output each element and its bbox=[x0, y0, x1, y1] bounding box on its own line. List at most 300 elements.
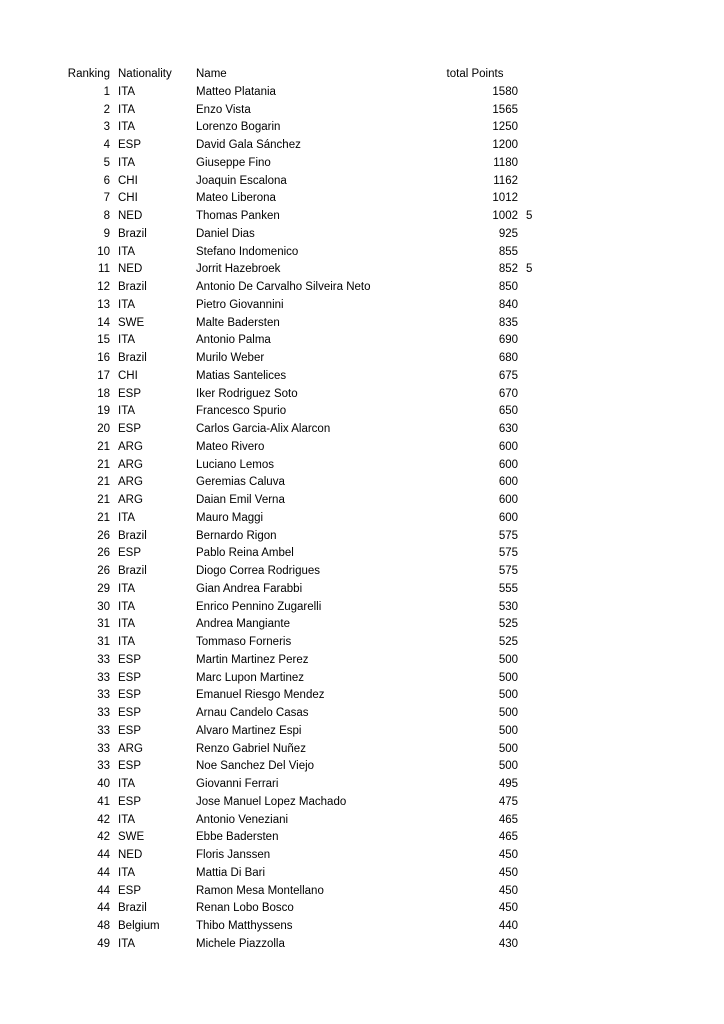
rank-cell: 14 bbox=[97, 316, 110, 329]
extra-cell bbox=[518, 315, 540, 333]
table-row bbox=[66, 936, 540, 954]
points-cell: 475 bbox=[498, 795, 518, 808]
nationality-cell: CHI bbox=[118, 369, 138, 382]
table-row bbox=[66, 634, 540, 652]
extra-cell bbox=[518, 758, 540, 776]
extra-cell bbox=[518, 883, 540, 901]
player-name-cell: Arnau Candelo Casas bbox=[196, 707, 309, 719]
points-cell: 500 bbox=[498, 724, 518, 737]
table-row bbox=[66, 137, 540, 155]
rank-cell: 44 bbox=[97, 884, 110, 897]
nationality-cell: SWE bbox=[118, 831, 145, 844]
points-cell: 450 bbox=[498, 902, 518, 915]
extra-cell bbox=[518, 439, 540, 457]
extra-cell bbox=[518, 403, 540, 421]
extra-cell bbox=[518, 634, 540, 652]
rank-cell: 26 bbox=[97, 565, 110, 577]
points-cell: 680 bbox=[498, 352, 518, 364]
table-row bbox=[66, 723, 540, 741]
player-name-cell: Ebbe Badersten bbox=[196, 831, 279, 844]
rank-cell: 21 bbox=[97, 458, 110, 471]
player-name-cell: Francesco Spurio bbox=[196, 405, 287, 418]
extra-cell bbox=[518, 794, 540, 812]
points-cell: 840 bbox=[498, 298, 518, 311]
player-name-cell: Thomas Panken bbox=[196, 210, 280, 222]
table-row bbox=[66, 332, 540, 350]
player-name-cell: Diogo Correa Rodrigues bbox=[196, 565, 321, 577]
points-cell: 575 bbox=[498, 565, 518, 577]
extra-cell bbox=[518, 350, 540, 368]
points-cell: 495 bbox=[498, 778, 518, 790]
player-name-cell: Antonio Veneziani bbox=[196, 813, 289, 826]
points-cell: 525 bbox=[498, 618, 518, 631]
player-name-cell: Michele Piazzolla bbox=[196, 937, 285, 950]
extra-cell bbox=[518, 332, 540, 350]
table-row bbox=[66, 616, 540, 634]
table-row bbox=[66, 528, 540, 546]
nationality-cell: Brazil bbox=[118, 565, 147, 577]
rank-cell: 5 bbox=[103, 156, 110, 169]
nationality-cell: Brazil bbox=[118, 529, 147, 542]
nationality-cell: ESP bbox=[118, 139, 142, 151]
extra-cell bbox=[518, 670, 540, 688]
table-row bbox=[66, 244, 540, 262]
extra-cell bbox=[518, 102, 540, 120]
points-cell: 500 bbox=[498, 653, 518, 666]
player-name-cell: Jorrit Hazebroek bbox=[196, 263, 281, 276]
extra-cell bbox=[518, 137, 540, 155]
points-cell: 525 bbox=[498, 636, 518, 648]
rank-cell: 11 bbox=[98, 263, 110, 276]
table-row bbox=[66, 173, 540, 191]
rank-cell: 40 bbox=[97, 778, 110, 790]
points-cell: 600 bbox=[498, 476, 518, 489]
extra-cell bbox=[518, 510, 540, 528]
rank-cell: 21 bbox=[97, 440, 110, 453]
nationality-cell: ESP bbox=[118, 707, 142, 719]
extra-cell bbox=[518, 155, 540, 173]
extra-cell bbox=[518, 847, 540, 865]
nationality-cell: ESP bbox=[118, 760, 142, 773]
points-cell: 1580 bbox=[492, 85, 518, 98]
extra-cell bbox=[518, 119, 540, 137]
extra-cell bbox=[518, 865, 540, 883]
player-name-cell: Marc Lupon Martinez bbox=[196, 671, 305, 684]
nationality-cell: NED bbox=[118, 210, 143, 222]
table-row bbox=[66, 581, 540, 599]
nationality-cell: ARG bbox=[118, 494, 143, 506]
points-cell: 600 bbox=[498, 494, 518, 506]
table-row bbox=[66, 279, 540, 297]
table-row bbox=[66, 741, 540, 759]
table-row bbox=[66, 386, 540, 404]
nationality-cell: ITA bbox=[118, 778, 136, 790]
extra-cell bbox=[518, 616, 540, 634]
player-name-cell: Pietro Giovannini bbox=[196, 298, 284, 311]
table-row bbox=[66, 687, 540, 705]
nationality-cell: ESP bbox=[118, 884, 142, 897]
player-name-cell: Enzo Vista bbox=[196, 103, 251, 116]
table-row bbox=[66, 829, 540, 847]
points-cell: 1012 bbox=[492, 192, 518, 205]
points-cell: 450 bbox=[498, 866, 518, 879]
table-row bbox=[66, 900, 540, 918]
rank-cell: 8 bbox=[103, 210, 110, 222]
points-cell: 630 bbox=[498, 423, 518, 435]
points-cell: 925 bbox=[498, 227, 518, 240]
player-name-cell: Matias Santelices bbox=[196, 369, 287, 382]
table-row bbox=[66, 457, 540, 475]
points-cell: 600 bbox=[498, 440, 518, 453]
rank-cell: 44 bbox=[97, 902, 110, 915]
player-name-cell: Floris Janssen bbox=[196, 849, 271, 861]
nationality-cell: ESP bbox=[118, 387, 142, 400]
rank-cell: 7 bbox=[103, 192, 110, 205]
table-row bbox=[66, 190, 540, 208]
player-name-cell: Jose Manuel Lopez Machado bbox=[196, 795, 347, 808]
extra-cell bbox=[518, 776, 540, 794]
rank-cell: 44 bbox=[97, 849, 110, 861]
points-cell: 575 bbox=[498, 547, 518, 560]
table-body bbox=[66, 84, 540, 954]
nationality-cell: ITA bbox=[118, 121, 136, 134]
points-cell: 1565 bbox=[492, 103, 518, 116]
extra-cell bbox=[518, 528, 540, 546]
table-row bbox=[66, 883, 540, 901]
table-row bbox=[66, 510, 540, 528]
points-cell: 690 bbox=[498, 334, 518, 347]
nationality-cell: ITA bbox=[118, 582, 136, 595]
nationality-cell: ESP bbox=[118, 671, 142, 684]
nationality-cell: ARG bbox=[118, 458, 143, 471]
player-name-cell: Emanuel Riesgo Mendez bbox=[196, 689, 325, 702]
header-ranking: Ranking bbox=[67, 68, 110, 80]
points-cell: 1002 bbox=[492, 210, 518, 222]
extra-cell bbox=[518, 492, 540, 510]
rank-cell: 21 bbox=[97, 476, 110, 489]
points-cell: 1180 bbox=[493, 156, 518, 169]
points-cell: 465 bbox=[498, 831, 518, 844]
rank-cell: 33 bbox=[97, 742, 110, 755]
player-name-cell: Stefano Indomenico bbox=[196, 245, 299, 258]
table-row bbox=[66, 812, 540, 830]
table-row bbox=[66, 652, 540, 670]
nationality-cell: ITA bbox=[118, 103, 136, 116]
header-extra bbox=[518, 66, 540, 84]
points-cell: 465 bbox=[498, 813, 518, 826]
table-row bbox=[66, 758, 540, 776]
table-row bbox=[66, 439, 540, 457]
extra-cell bbox=[518, 190, 540, 208]
rank-cell: 26 bbox=[97, 547, 110, 560]
table-row bbox=[66, 261, 540, 279]
points-cell: 1162 bbox=[493, 174, 518, 187]
extra-cell bbox=[518, 226, 540, 244]
player-name-cell: Mattia Di Bari bbox=[196, 866, 266, 879]
header-nationality: Nationality bbox=[118, 68, 172, 80]
points-cell: 500 bbox=[498, 742, 518, 755]
rank-cell: 21 bbox=[97, 511, 110, 524]
points-cell: 850 bbox=[498, 281, 518, 293]
player-name-cell: Daian Emil Verna bbox=[196, 494, 285, 506]
table-row bbox=[66, 474, 540, 492]
table-row bbox=[66, 208, 540, 226]
nationality-cell: NED bbox=[118, 849, 143, 861]
rank-cell: 41 bbox=[97, 795, 110, 808]
rank-cell: 20 bbox=[97, 423, 110, 435]
rank-cell: 29 bbox=[97, 582, 110, 595]
extra-cell bbox=[518, 687, 540, 705]
extra-cell bbox=[518, 812, 540, 830]
rank-cell: 33 bbox=[97, 689, 110, 702]
player-name-cell: Daniel Dias bbox=[196, 227, 255, 240]
nationality-cell: ITA bbox=[118, 511, 136, 524]
rank-cell: 6 bbox=[103, 174, 110, 187]
table-row bbox=[66, 119, 540, 137]
table-row bbox=[66, 350, 540, 368]
extra-cell bbox=[518, 563, 540, 581]
extra-cell bbox=[518, 918, 540, 936]
nationality-cell: Belgium bbox=[118, 920, 160, 932]
rank-cell: 33 bbox=[97, 724, 110, 737]
table-row bbox=[66, 297, 540, 315]
player-name-cell: Murilo Weber bbox=[196, 352, 265, 364]
player-name-cell: Carlos Garcia-Alix Alarcon bbox=[196, 423, 331, 435]
nationality-cell: ARG bbox=[118, 742, 143, 755]
table-row bbox=[66, 403, 540, 421]
player-name-cell: Matteo Platania bbox=[196, 85, 276, 98]
points-cell: 440 bbox=[498, 920, 518, 932]
table-row bbox=[66, 563, 540, 581]
extra-cell bbox=[518, 545, 540, 563]
rank-cell: 10 bbox=[97, 245, 110, 258]
rank-cell: 33 bbox=[97, 653, 110, 666]
nationality-cell: Brazil bbox=[118, 902, 147, 915]
extra-cell bbox=[518, 741, 540, 759]
player-name-cell: Antonio De Carvalho Silveira Neto bbox=[196, 281, 371, 293]
extra-cell: 5 bbox=[526, 210, 533, 222]
table-header-row bbox=[66, 66, 540, 84]
player-name-cell: Noe Sanchez Del Viejo bbox=[196, 760, 315, 773]
points-cell: 855 bbox=[498, 245, 518, 258]
nationality-cell: ITA bbox=[118, 405, 136, 418]
rank-cell: 42 bbox=[97, 831, 110, 844]
nationality-cell: ESP bbox=[118, 689, 142, 702]
extra-cell: 5 bbox=[526, 263, 533, 276]
points-cell: 530 bbox=[498, 600, 518, 613]
nationality-cell: ITA bbox=[118, 618, 136, 631]
points-cell: 500 bbox=[498, 671, 518, 684]
rank-cell: 17 bbox=[97, 369, 110, 382]
player-name-cell: Iker Rodriguez Soto bbox=[196, 387, 298, 400]
rank-cell: 33 bbox=[97, 760, 110, 773]
nationality-cell: ITA bbox=[118, 600, 136, 613]
points-cell: 835 bbox=[498, 316, 518, 329]
points-cell: 500 bbox=[498, 707, 518, 719]
nationality-cell: ITA bbox=[118, 156, 136, 169]
table-row bbox=[66, 705, 540, 723]
points-cell: 600 bbox=[498, 511, 518, 524]
table-row bbox=[66, 776, 540, 794]
points-cell: 555 bbox=[498, 582, 518, 595]
nationality-cell: ITA bbox=[118, 85, 136, 98]
points-cell: 575 bbox=[498, 529, 518, 542]
table-row bbox=[66, 102, 540, 120]
points-cell: 450 bbox=[498, 849, 518, 861]
nationality-cell: ITA bbox=[118, 813, 136, 826]
points-cell: 500 bbox=[498, 760, 518, 773]
rank-cell: 33 bbox=[97, 707, 110, 719]
points-cell: 600 bbox=[498, 458, 518, 471]
extra-cell bbox=[518, 297, 540, 315]
points-cell: 1250 bbox=[492, 121, 518, 134]
rank-cell: 31 bbox=[97, 636, 110, 648]
nationality-cell: ARG bbox=[118, 476, 143, 489]
rank-cell: 2 bbox=[103, 103, 110, 116]
extra-cell bbox=[518, 474, 540, 492]
table-row bbox=[66, 918, 540, 936]
player-name-cell: Antonio Palma bbox=[196, 334, 271, 347]
points-cell: 675 bbox=[498, 369, 518, 382]
nationality-cell: ESP bbox=[118, 724, 142, 737]
extra-cell bbox=[518, 936, 540, 954]
player-name-cell: Pablo Reina Ambel bbox=[196, 547, 294, 560]
player-name-cell: Giovanni Ferrari bbox=[196, 778, 279, 790]
table-row bbox=[66, 670, 540, 688]
table-row bbox=[66, 865, 540, 883]
table-row bbox=[66, 421, 540, 439]
nationality-cell: ESP bbox=[118, 423, 142, 435]
table-row bbox=[66, 226, 540, 244]
player-name-cell: Renan Lobo Bosco bbox=[196, 902, 294, 915]
player-name-cell: Mateo Rivero bbox=[196, 440, 265, 453]
header-total-points: total Points bbox=[446, 68, 504, 80]
player-name-cell: David Gala Sánchez bbox=[196, 139, 301, 151]
extra-cell bbox=[518, 279, 540, 297]
rank-cell: 4 bbox=[103, 139, 110, 151]
extra-cell bbox=[518, 581, 540, 599]
player-name-cell: Geremias Caluva bbox=[196, 476, 285, 489]
rank-cell: 44 bbox=[97, 866, 110, 879]
rank-cell: 49 bbox=[97, 937, 110, 950]
rank-cell: 30 bbox=[97, 600, 110, 613]
rank-cell: 3 bbox=[103, 121, 110, 134]
extra-cell bbox=[518, 705, 540, 723]
nationality-cell: Brazil bbox=[118, 352, 147, 364]
rank-cell: 9 bbox=[103, 227, 110, 240]
extra-cell bbox=[518, 244, 540, 262]
nationality-cell: ESP bbox=[118, 547, 142, 560]
nationality-cell: ESP bbox=[118, 653, 142, 666]
player-name-cell: Andrea Mangiante bbox=[196, 618, 290, 631]
rank-cell: 18 bbox=[97, 387, 110, 400]
rank-cell: 12 bbox=[97, 281, 110, 293]
nationality-cell: Brazil bbox=[118, 281, 147, 293]
rank-cell: 33 bbox=[97, 671, 110, 684]
points-cell: 500 bbox=[498, 689, 518, 702]
player-name-cell: Gian Andrea Farabbi bbox=[196, 582, 303, 595]
extra-cell bbox=[518, 652, 540, 670]
extra-cell bbox=[518, 900, 540, 918]
player-name-cell: Bernardo Rigon bbox=[196, 529, 277, 542]
table-row bbox=[66, 545, 540, 563]
rank-cell: 21 bbox=[97, 494, 110, 506]
table-row bbox=[66, 492, 540, 510]
rank-cell: 42 bbox=[97, 813, 110, 826]
points-cell: 670 bbox=[498, 387, 518, 400]
nationality-cell: ITA bbox=[118, 937, 136, 950]
player-name-cell: Enrico Pennino Zugarelli bbox=[196, 600, 322, 613]
table-row bbox=[66, 368, 540, 386]
points-cell: 852 bbox=[498, 263, 518, 276]
player-name-cell: Martin Martinez Perez bbox=[196, 653, 309, 666]
rank-cell: 31 bbox=[97, 618, 110, 631]
extra-cell bbox=[518, 84, 540, 102]
player-name-cell: Tommaso Forneris bbox=[196, 636, 292, 648]
nationality-cell: SWE bbox=[118, 316, 145, 329]
points-cell: 450 bbox=[498, 884, 518, 897]
table-row bbox=[66, 599, 540, 617]
rank-cell: 19 bbox=[97, 405, 110, 418]
player-name-cell: Alvaro Martinez Espi bbox=[196, 724, 302, 737]
extra-cell bbox=[518, 386, 540, 404]
extra-cell bbox=[518, 421, 540, 439]
table-row bbox=[66, 794, 540, 812]
points-cell: 430 bbox=[498, 937, 518, 950]
player-name-cell: Lorenzo Bogarin bbox=[196, 121, 281, 134]
rank-cell: 15 bbox=[97, 334, 110, 347]
rank-cell: 16 bbox=[97, 352, 110, 364]
ranking-table bbox=[66, 66, 540, 954]
points-cell: 650 bbox=[498, 405, 518, 418]
nationality-cell: CHI bbox=[118, 192, 138, 205]
rank-cell: 1 bbox=[103, 85, 110, 98]
player-name-cell: Giuseppe Fino bbox=[196, 156, 271, 169]
nationality-cell: ESP bbox=[118, 795, 142, 808]
extra-cell bbox=[518, 457, 540, 475]
extra-cell bbox=[518, 599, 540, 617]
player-name-cell: Malte Badersten bbox=[196, 316, 280, 329]
points-cell: 1200 bbox=[492, 139, 518, 151]
table-row bbox=[66, 315, 540, 333]
extra-cell bbox=[518, 368, 540, 386]
nationality-cell: CHI bbox=[118, 174, 138, 187]
nationality-cell: ITA bbox=[118, 298, 136, 311]
rank-cell: 26 bbox=[97, 529, 110, 542]
player-name-cell: Ramon Mesa Montellano bbox=[196, 884, 324, 897]
player-name-cell: Renzo Gabriel Nuñez bbox=[196, 742, 306, 755]
player-name-cell: Thibo Matthyssens bbox=[196, 920, 293, 932]
nationality-cell: ITA bbox=[118, 636, 136, 648]
extra-cell bbox=[518, 173, 540, 191]
nationality-cell: Brazil bbox=[118, 227, 147, 240]
nationality-cell: ARG bbox=[118, 440, 143, 453]
nationality-cell: NED bbox=[118, 263, 143, 276]
player-name-cell: Luciano Lemos bbox=[196, 458, 274, 471]
player-name-cell: Joaquin Escalona bbox=[196, 174, 287, 187]
player-name-cell: Mateo Liberona bbox=[196, 192, 276, 205]
rank-cell: 48 bbox=[97, 920, 110, 932]
extra-cell bbox=[518, 723, 540, 741]
table-row bbox=[66, 84, 540, 102]
table-row bbox=[66, 847, 540, 865]
nationality-cell: ITA bbox=[118, 334, 136, 347]
extra-cell bbox=[518, 829, 540, 847]
rank-cell: 13 bbox=[97, 298, 110, 311]
nationality-cell: ITA bbox=[118, 245, 136, 258]
table-row bbox=[66, 155, 540, 173]
header-name: Name bbox=[196, 68, 227, 80]
